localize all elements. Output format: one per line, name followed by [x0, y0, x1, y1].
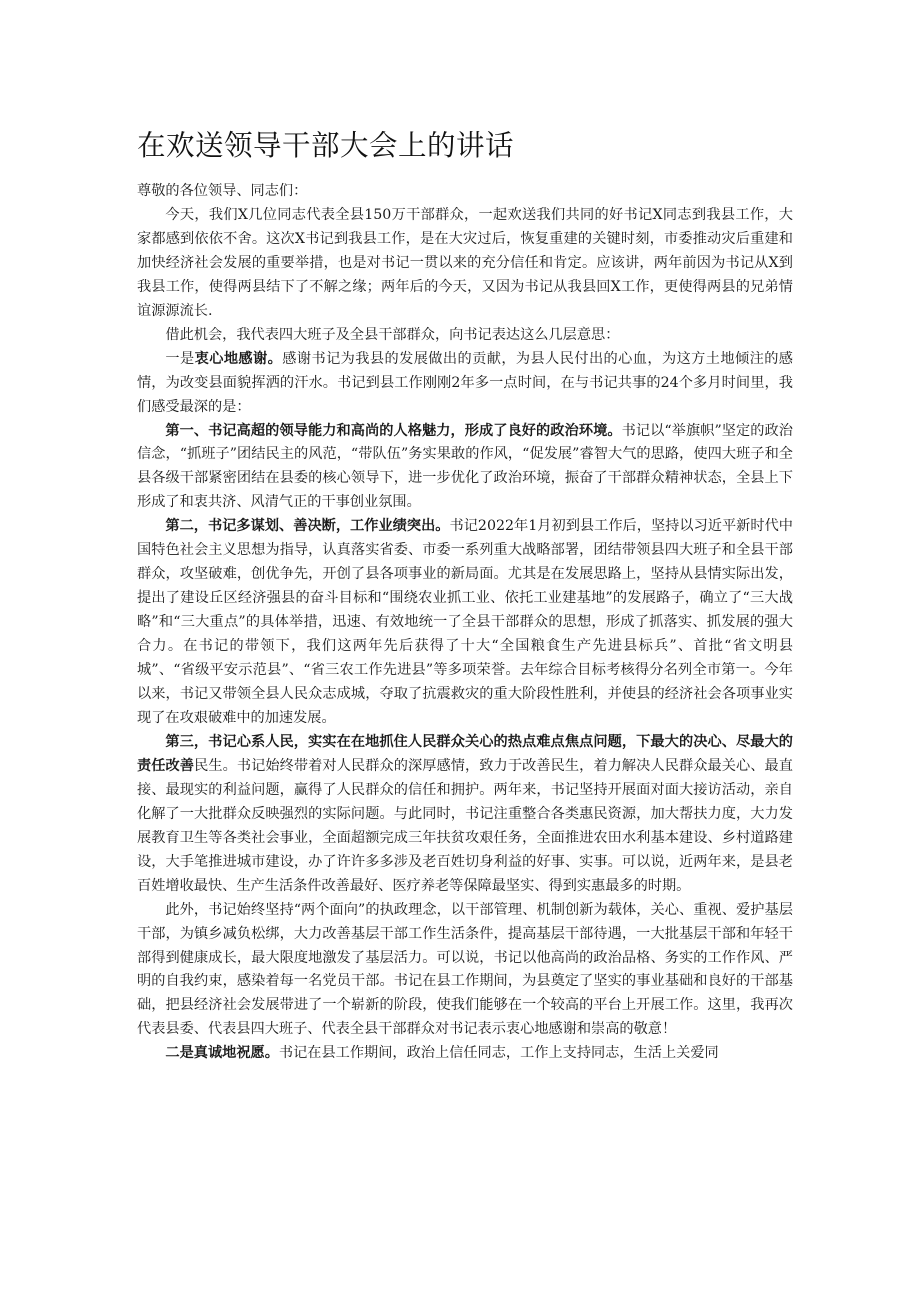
paragraph-point-one	[137, 348, 793, 420]
salutation: 尊敬的各位领导、同志们：	[137, 183, 308, 199]
paragraph-text: 借此机会，我代表四大班子及全县干部群众，向书记表达这么几层意思：	[165, 326, 620, 343]
paragraph-heading: 第一、书记高超的领导能力和高尚的人格魅力，形成了良好的政治环境。	[165, 422, 622, 439]
paragraph-text: 感谢书记为我县的发展做出的贡献，为县人民付出的心血，为这方土地倾注的感情，为改变县面貌挥洒的汗水。书记到县工作刚刚2年多一点时间，在与书记共事的24个多月时间里，我们感受最深的是：	[137, 350, 793, 415]
paragraph-transition	[137, 324, 793, 348]
paragraph-point-two	[137, 1042, 793, 1066]
paragraph-second	[137, 515, 793, 731]
paragraph-heading: 第三，书记心系人民，实实在在地抓住人民群众关心的热点难点焦点问题，下最大的决心、尽最大的责任改善	[137, 733, 793, 774]
paragraph-heading: 衷心地感谢。	[194, 350, 283, 367]
paragraph-text: 书记在县工作期间，政治上信任同志，工作上支持同志，生活上关爱同	[278, 1045, 719, 1062]
paragraph-intro	[137, 204, 793, 324]
paragraph-text: 此外，书记始终坚持“两个面向”的执政理念，以干部管理、机制创新为载体，关心、重视、爱护基层干部，为镇乡减负松绑，大力改善基层干部工作生活条件，提高基层干部待遇，一大批基层干部和年轻干部得到健康成长，最大限度地激发了基层活力。可以说，书记以他高尚的政治品格、务实的工作作风、严明的自我约束，感染着每一名党员干部。书记在县工作期间，为县奠定了坚实的事业基础和良好的干部基础，把县经济社会发展带进了一个崭新的阶段，使我们能够在一个较高的平台上开展工作。这里，我再次代表县委、代表县四大班子、代表全县干部群众对书记表示衷心地感谢和崇高的敬意！	[137, 901, 793, 1038]
document-page	[137, 126, 793, 1066]
paragraph-heading: 二是真诚地祝愿。	[165, 1045, 279, 1062]
paragraph-first	[137, 420, 793, 516]
document-title: 在欢送领导干部大会上的讲话	[137, 129, 515, 162]
paragraph-text: 民生。书记始终带着对人民群众的深厚感情，致力于改善民生，着力解决人民群众最关心、最直接、最现实的利益问题，赢得了人民群众的信任和拥护。两年来，书记坚持开展面对面大接访活动，亲自化解了一大批群众反映强烈的实际问题。与此同时，书记注重整合各类惠民资源，加大帮扶力度，大力发展教育卫生等各类社会事业，全面超额完成三年扶贫攻艰任务，全面推进农田水利基本建设、乡村道路建设，大手笔推进城市建设，办了许许多多涉及老百姓切身利益的好事、实事。可以说，近两年来，是县老百姓增收最快、生产生活条件改善最好、医疗养老等保障最坚实、得到实惠最多的时期。	[137, 757, 793, 894]
paragraph-lead: 一是	[165, 350, 195, 367]
paragraph-third	[137, 731, 793, 899]
paragraph-text: 书记2022年1月初到县工作后，坚持以习近平新时代中国特色社会主义思想为指导，认真落实省委、市委一系列重大战略部署，团结带领县四大班子和全县干部群众，攻坚破难，创优争先，开创了县各项事业的新局面。尤其是在发展思路上，坚持从县情实际出发，提出了建设丘区经济强县的奋斗目标和“围绕农业抓工业、依托工业建基地”的发展路子，确立了“三大战略”和“三大重点”的具体举措，迅速、有效地统一了全县干部群众的思想，形成了抓落实、抓发展的强大合力。在书记的带领下，我们这两年先后获得了十大“全国粮食生产先进县标兵”、首批“省文明县城”、“省级平安示范县”、“省三农工作先进县”等多项荣誉。去年综合目标考核得分名列全市第一。今年以来，书记又带领全县人民众志成城，夺取了抗震救灾的重大阶段性胜利，并使县的经济社会各项事业实现了在攻艰破难中的加速发展。	[137, 518, 793, 726]
paragraph-text: 今天，我们X几位同志代表全县150万干部群众，一起欢送我们共同的好书记X同志到我县工作，大家都感到依依不舍。这次X书记到我县工作，是在大灾过后，恢复重建的关键时刻，市委推动灾后重建和加快经济社会发展的重要举措，也是对书记一贯以来的充分信任和肯定。应该讲，两年前因为书记从X到我县工作，使得两县结下了不解之缘；两年后的今天，又因为书记从我县回X工作，更使得两县的兄弟情谊源源流长.	[137, 206, 793, 319]
paragraph-furthermore	[137, 899, 793, 1043]
paragraph-heading: 第二，书记多谋划、善决断，工作业绩突出。	[165, 518, 450, 535]
paragraph-text: 书记以“举旗帜”坚定的政治信念，“抓班子”团结民主的风范，“带队伍”务实果敢的作风，“促发展”睿智大气的思路，使四大班子和全县各级干部紧密团结在县委的核心领导下，进一步优化了政治环境，振奋了干部群众精神状态，全县上下形成了和衷共济、风清气正的干事创业氛围。	[137, 422, 793, 511]
